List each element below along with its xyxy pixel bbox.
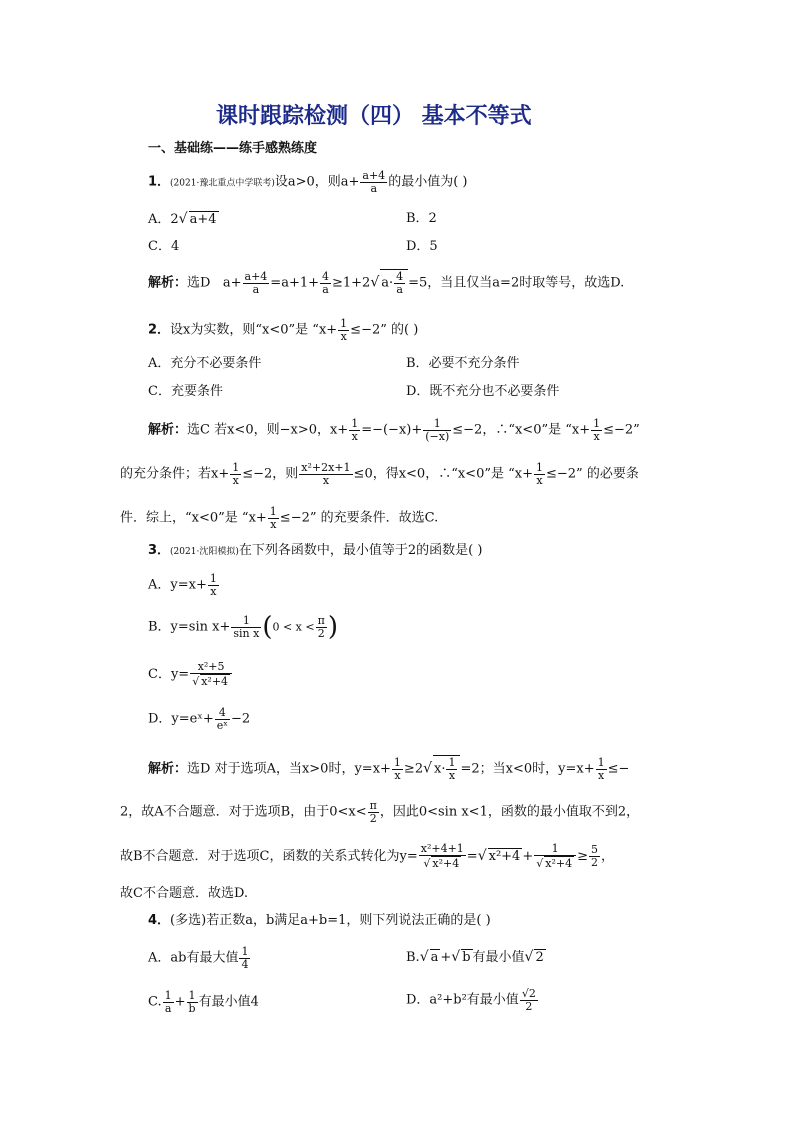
condition-text: 0 < x < — [272, 620, 315, 634]
radicand: x²+4 — [432, 856, 460, 870]
fraction — [338, 318, 349, 342]
numerator: 1 — [536, 461, 543, 474]
radical-icon: √ — [524, 949, 534, 965]
fraction — [534, 843, 576, 870]
stem-text: 在下列各函数中，最小值等于2的函数是( ) — [238, 543, 483, 558]
answer-text: ≥1+2 — [332, 275, 371, 291]
option-text: 有最小值4 — [198, 994, 259, 1010]
fraction — [230, 462, 241, 486]
answer-text: ≤− — [607, 761, 630, 777]
denominator — [190, 674, 232, 688]
radical-icon: √ — [536, 856, 544, 870]
numerator: x²+2x+1 — [301, 461, 351, 474]
question-2-answer-line-2 — [120, 462, 639, 486]
denominator: a — [322, 282, 329, 296]
question-3-stem — [148, 544, 482, 557]
radical-icon: √ — [423, 760, 433, 777]
answer-choice: 选D — [187, 275, 211, 291]
radical-icon: √ — [370, 274, 380, 291]
denominator: 2 — [525, 999, 533, 1013]
question-2-stem — [148, 318, 418, 342]
fraction — [591, 418, 602, 442]
question-3-answer-line-2 — [120, 800, 639, 824]
answer-text: ≤−2” 的充要条件．故选C. — [279, 510, 439, 526]
option-text: + — [174, 994, 186, 1010]
option-b — [148, 614, 338, 640]
numerator: a+4 — [362, 169, 386, 182]
fraction — [392, 757, 403, 781]
option-b — [406, 949, 546, 965]
left-paren-icon: ( — [262, 612, 273, 642]
fraction — [231, 615, 261, 639]
answer-text: 选C 若x<0，则−x>0，x+ — [187, 422, 349, 438]
radical-icon: √ — [419, 949, 429, 965]
denominator: 2 — [591, 855, 599, 869]
denominator: x — [351, 429, 358, 443]
numerator: 1 — [164, 989, 172, 1002]
question-number: 3． — [148, 543, 171, 558]
fraction — [316, 615, 327, 639]
option-text: C．y= — [148, 666, 190, 682]
fraction — [320, 271, 331, 295]
question-4-stem — [148, 914, 491, 927]
question-1-stem — [148, 170, 467, 194]
numerator: 1 — [209, 572, 217, 585]
numerator: 1 — [187, 990, 198, 1003]
numerator: 1 — [232, 461, 240, 474]
radicand — [380, 269, 408, 295]
numerator: 1 — [269, 505, 277, 518]
denominator: a — [164, 1001, 172, 1015]
answer-text: = — [466, 848, 478, 864]
answer-text: + — [522, 848, 534, 864]
radical-icon: √ — [451, 949, 461, 965]
right-paren-icon: ) — [327, 612, 338, 642]
numerator: 1 — [593, 417, 601, 430]
option-text: + — [440, 950, 452, 965]
option-d: D．既不充分也不必要条件 — [406, 384, 560, 399]
option-text: 有最小值 — [472, 950, 525, 965]
numerator: √2 — [521, 987, 536, 1000]
denominator: (−x) — [425, 429, 450, 443]
fraction — [368, 800, 379, 824]
numerator: 1 — [351, 417, 359, 430]
denominator: x — [270, 517, 277, 531]
radicand: x²+4 — [488, 848, 521, 864]
numerator: 1 — [340, 317, 348, 330]
denominator: 4 — [241, 957, 249, 971]
question-3-answer-line-1 — [148, 755, 629, 781]
fraction — [446, 757, 457, 781]
numerator: 4 — [215, 707, 230, 720]
denominator: 2 — [369, 811, 377, 825]
fraction — [423, 418, 451, 442]
answer-text: ，因此0<sin x<1，函数的最小值取不到2， — [379, 804, 640, 820]
radical-icon: √ — [477, 847, 487, 864]
answer-text: =a+1+ — [270, 275, 319, 291]
denominator: eˣ — [216, 718, 228, 732]
answer-label: 解析： — [148, 422, 188, 438]
answer-label: 解析： — [148, 275, 188, 291]
question-source: (2021·豫北重点中学联考) — [170, 178, 275, 189]
denominator — [534, 856, 576, 870]
radicand: a — [430, 950, 439, 965]
fraction — [534, 462, 545, 486]
question-3-answer-line-4: 故C不合题意．故选D. — [120, 886, 249, 901]
numerator: 5 — [591, 843, 599, 857]
numerator: π — [317, 613, 325, 627]
answer-text: =5，当且仅当a=2时取等号，故选D. — [408, 275, 625, 291]
denominator: a — [396, 282, 403, 296]
denominator: x — [210, 584, 217, 598]
stem-text: ≤−2” 的( ) — [350, 322, 419, 338]
stem-text: 设x为实数，则“x<0”是 “x+ — [170, 322, 338, 338]
fraction — [349, 418, 360, 442]
fraction — [589, 844, 600, 868]
option-b: B．必要不充分条件 — [406, 356, 520, 371]
denominator: x — [598, 768, 605, 782]
fraction — [268, 506, 279, 530]
denominator: x — [322, 473, 330, 487]
option-a — [148, 211, 219, 227]
numerator: 1 — [423, 418, 451, 431]
denominator: b — [188, 1001, 196, 1015]
option-b: B．2 — [406, 211, 437, 226]
fraction — [299, 462, 352, 486]
numerator: 4 — [396, 270, 404, 283]
radical-icon: √ — [178, 211, 188, 227]
option-c: C．4 — [148, 239, 180, 254]
answer-text: ≤0，得x<0，∴“x<0”是 “x+ — [353, 466, 533, 482]
option-c: C．充要条件 — [148, 384, 223, 399]
question-number: 2． — [148, 322, 171, 338]
numerator: x²+5 — [190, 661, 232, 674]
radicand-text: a· — [381, 275, 394, 291]
numerator: 1 — [534, 843, 576, 856]
denominator — [419, 856, 466, 870]
question-number: 1． — [148, 174, 171, 190]
stem-text: 设a>0，则a+ — [274, 174, 360, 190]
radicand: x²+4 — [201, 674, 229, 688]
section-heading: 一、基础练——练手感熟练度 — [148, 141, 318, 156]
answer-text: =−(−x)+ — [361, 422, 423, 438]
fraction — [360, 170, 387, 194]
fraction — [190, 661, 232, 688]
denominator: sin x — [233, 626, 260, 640]
denominator: x — [340, 329, 347, 343]
answer-text: 的充分条件；若x+ — [120, 466, 230, 482]
answer-text: 2，故A不合题意．对于选项B，由于0<x< — [120, 804, 367, 820]
option-a — [148, 573, 220, 597]
radicand: b — [462, 950, 471, 965]
answer-text: ≥2 — [403, 761, 424, 777]
answer-text: ≤−2” 的必要条 — [546, 466, 639, 482]
denominator: a — [252, 282, 260, 296]
numerator: 1 — [241, 945, 249, 958]
fraction — [239, 946, 250, 970]
numerator: 1 — [393, 756, 401, 769]
answer-text: ≤−2，∴“x<0”是 “x+ — [452, 422, 591, 438]
radicand: a+4 — [189, 212, 217, 227]
answer-text: 选D 对于选项A，当x>0时，y=x+ — [187, 761, 391, 777]
numerator: 1 — [231, 615, 261, 628]
numerator: 1 — [448, 756, 456, 769]
radicand: x²+4 — [545, 856, 573, 870]
answer-text: =2；当x<0时，y=x+ — [460, 761, 595, 777]
denominator: x — [448, 768, 456, 782]
option-a — [148, 946, 251, 970]
option-d — [406, 988, 539, 1012]
fraction — [596, 757, 607, 781]
option-text: A．y=x+ — [148, 577, 207, 593]
fraction — [187, 990, 198, 1014]
option-c — [148, 661, 233, 688]
fraction — [394, 271, 405, 295]
numerator: a+4 — [244, 270, 268, 283]
answer-text: 件．综上，“x<0”是 “x+ — [120, 510, 267, 526]
answer-text: ≤−2” — [603, 422, 640, 438]
option-text: A．ab有最大值 — [148, 950, 239, 966]
option-label: A． — [148, 212, 171, 227]
option-text: B. — [406, 950, 420, 965]
answer-label: 解析： — [148, 761, 188, 777]
question-2-answer-line-1 — [148, 418, 640, 442]
question-3-answer-line-3 — [120, 843, 614, 870]
denominator: x — [536, 473, 543, 487]
option-text: 2 — [170, 212, 179, 227]
question-1-answer — [148, 269, 624, 295]
option-d: D．5 — [406, 239, 438, 254]
option-text: D．y=eˣ+ — [148, 711, 214, 727]
numerator: π — [369, 799, 377, 812]
option-text: −2 — [230, 711, 251, 727]
answer-text: ≤−2，则 — [242, 466, 299, 482]
option-c — [148, 990, 259, 1014]
option-d — [148, 707, 250, 731]
radicand: 2 — [535, 950, 544, 965]
option-text: D．a²+b²有最小值 — [406, 992, 519, 1008]
option-a: A．充分不必要条件 — [148, 356, 262, 371]
question-number: 4． — [148, 913, 171, 928]
denominator: x — [593, 429, 600, 443]
page-title: 课时跟踪检测（四） 基本不等式 — [216, 104, 532, 129]
fraction — [215, 707, 230, 731]
denominator: a — [370, 181, 378, 195]
fraction — [243, 271, 270, 295]
stem-text: (多选)若正数a，b满足a+b=1，则下列说法正确的是( ) — [170, 913, 491, 928]
answer-text: 故B不合题意．对于选项C，函数的关系式转化为y= — [120, 848, 418, 864]
question-source: (2021·沈阳模拟) — [170, 547, 239, 557]
denominator: x — [232, 473, 239, 487]
radicand-text: x· — [434, 761, 446, 777]
option-text: C. — [148, 994, 162, 1010]
numerator: x²+4+1 — [420, 842, 464, 855]
fraction — [208, 573, 219, 597]
fraction — [419, 843, 466, 870]
answer-text: ， — [601, 848, 615, 864]
radicand — [433, 755, 460, 781]
question-2-answer-line-3 — [120, 506, 438, 530]
answer-text: ≥ — [577, 848, 589, 864]
fraction — [520, 988, 538, 1012]
numerator: 1 — [597, 756, 605, 769]
radical-icon: √ — [192, 674, 200, 688]
answer-text: a+ — [222, 275, 242, 291]
fraction — [163, 990, 174, 1014]
option-text: B．y=sin x+ — [148, 619, 231, 635]
stem-text: 的最小值为( ) — [388, 174, 468, 190]
numerator: 4 — [322, 270, 329, 283]
denominator: 2 — [317, 626, 325, 640]
radical-icon: √ — [423, 856, 431, 870]
denominator: x — [394, 768, 401, 782]
